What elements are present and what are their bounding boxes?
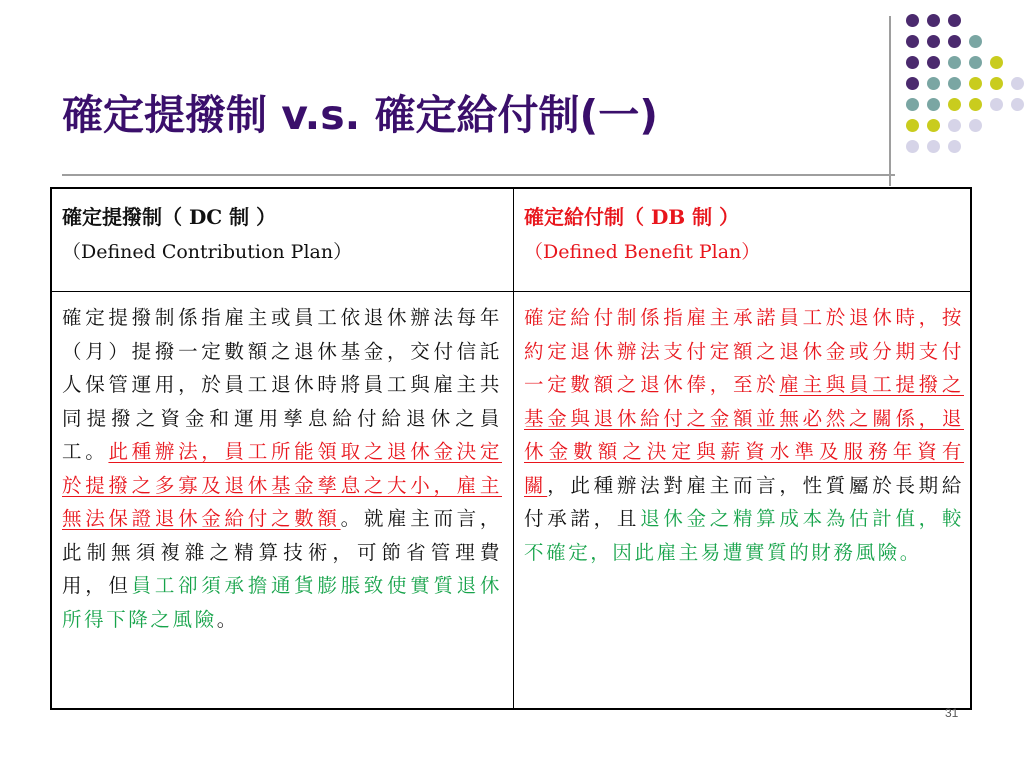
dc-definition-text: 確定提撥制係指雇主或員工依退休辦法每年（月）提撥一定數額之退休基金，交付信託人保管運用，於員工退休時將員工與雇主共同提撥之資金和運用孳息給付給退休之員工。 — [62, 306, 502, 463]
decorative-dot — [927, 140, 940, 153]
decorative-dot — [948, 77, 961, 90]
db-employer-text: ，此種辦法對雇主而言，性質屬於長期給付承諾，且 — [524, 473, 964, 530]
db-relationship-highlight: 雇主與員工提撥之基金與退休給付之金額並無必然之關係，退休金數額之決定與薪資水準及服務年資有關 — [524, 373, 964, 497]
decorative-dot — [1011, 77, 1024, 90]
decorative-dot — [906, 35, 919, 48]
decorative-dot — [927, 56, 940, 69]
db-cost-risk-highlight: 退休金之精算成本為估計值，較不確定，因此雇主易遭實質的財務風險。 — [524, 507, 964, 564]
decorative-dot — [948, 56, 961, 69]
dc-inflation-risk-highlight: 員工卻須承擔通貨膨脹致使實質退休所得下降之風險 — [62, 574, 502, 631]
decorative-dot — [1011, 98, 1024, 111]
decorative-dot — [969, 77, 982, 90]
decorative-dot — [948, 98, 961, 111]
horizontal-divider — [62, 174, 895, 176]
decorative-dot — [906, 98, 919, 111]
db-description-cell — [524, 301, 964, 569]
decorative-dot — [906, 56, 919, 69]
db-header-cell — [524, 201, 964, 271]
decorative-dot — [927, 119, 940, 132]
decorative-dot — [906, 14, 919, 27]
decorative-dot — [969, 119, 982, 132]
row-separator — [52, 291, 970, 292]
dc-header-title: 確定提撥制（ DC 制 ） — [62, 205, 277, 229]
decorative-dot — [969, 56, 982, 69]
decorative-dot — [906, 140, 919, 153]
decorative-dot — [948, 140, 961, 153]
dc-period-2: 。 — [216, 607, 239, 631]
db-header-title: 確定給付制（ DB 制 ） — [524, 205, 740, 229]
dc-header-english: （Defined Contribution Plan） — [62, 241, 353, 263]
decorative-dot — [990, 77, 1003, 90]
dc-risk-highlight: 此種辦法，員工所能領取之退休金決定於提撥之多寡及退休基金孳息之大小，雇主無法保證退休金給付之數額 — [62, 440, 502, 530]
dc-description-cell — [62, 301, 502, 636]
decorative-dot-grid — [906, 14, 1016, 164]
decorative-dot — [906, 119, 919, 132]
decorative-dot — [969, 98, 982, 111]
comparison-table — [50, 187, 972, 710]
vertical-divider — [889, 16, 891, 186]
dc-employer-text: 就雇主而言，此制無須複雜之精算技術，可節省管理費用，但 — [62, 507, 502, 597]
decorative-dot — [927, 14, 940, 27]
decorative-dot — [927, 77, 940, 90]
decorative-dot — [948, 119, 961, 132]
decorative-dot — [927, 35, 940, 48]
decorative-dot — [906, 77, 919, 90]
dc-header-cell — [62, 201, 502, 271]
decorative-dot — [969, 35, 982, 48]
db-definition-text: 確定給付制係指雇主承諾員工於退休時，按約定退休辦法支付定額之退休金或分期支付一定數額之退休俸，至於 — [524, 306, 964, 396]
db-header-english: （Defined Benefit Plan） — [524, 241, 761, 263]
column-separator — [513, 189, 514, 708]
dc-period-1: 。 — [340, 507, 364, 530]
decorative-dot — [990, 98, 1003, 111]
slide-title: 確定提撥制 v.s. 確定給付制(一) — [62, 91, 658, 139]
decorative-dot — [948, 14, 961, 27]
decorative-dot — [927, 98, 940, 111]
page-number: 31 — [945, 706, 959, 720]
decorative-dot — [990, 56, 1003, 69]
decorative-dot — [948, 35, 961, 48]
